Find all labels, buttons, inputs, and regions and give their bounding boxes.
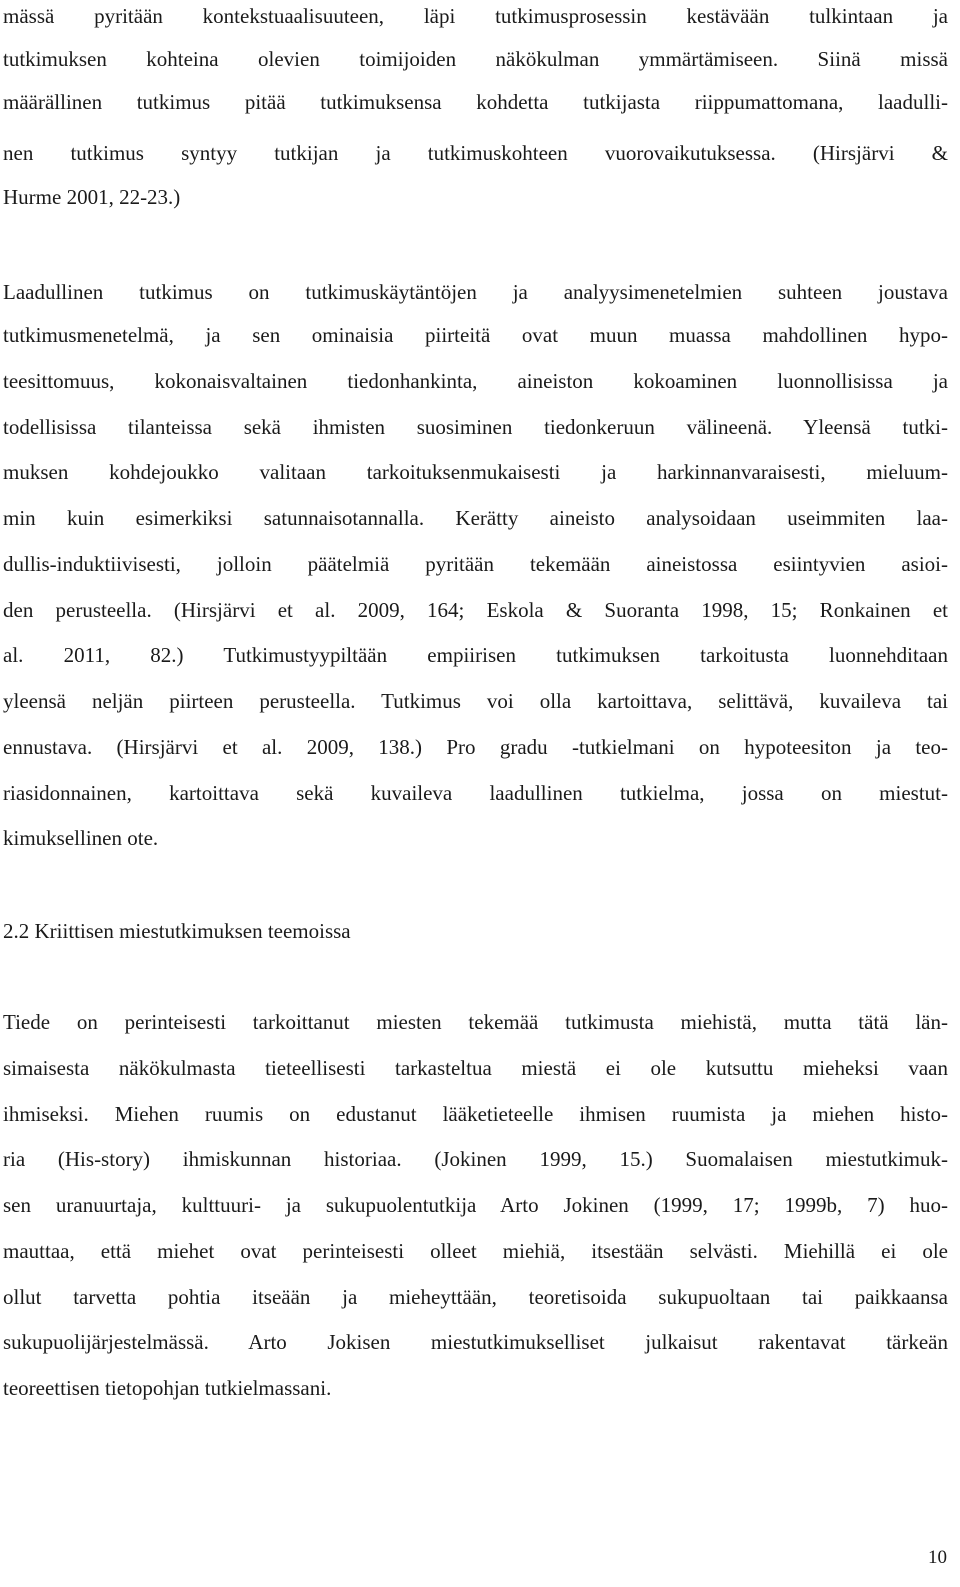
paragraph-1-line-3: määrällinen tutkimus pitää tutkimuksensa kohdetta tutkijasta riippumattomana, laadulli- (3, 90, 948, 114)
section-heading: 2.2 Kriittisen miestutkimuksen teemoissa (3, 919, 351, 943)
section-paragraph-line-9: teoreettisen tietopohjan tutkielmassani. (3, 1376, 332, 1400)
paragraph-2-line-5: muksen kohdejoukko valitaan tarkoituksenmukaisesti ja harkinnanvaraisesti, mieluum- (3, 460, 948, 484)
paragraph-1-line-4: nen tutkimus syntyy tutkijan ja tutkimuskohteen vuorovaikutuksessa. (Hirsjärvi & (3, 141, 948, 165)
paragraph-2-line-10: yleensä neljän piirteen perusteella. Tutkimus voi olla kartoittava, selittävä, kuvaileva tai (3, 689, 948, 713)
section-paragraph-line-4: ria (His-story) ihmiskunnan historiaa. (Jokinen 1999, 15.) Suomalaisen miestutkimuk- (3, 1147, 948, 1171)
paragraph-2-line-3: teesittomuus, kokonaisvaltainen tiedonhankinta, aineiston kokoaminen luonnollisissa ja (3, 369, 948, 393)
paragraph-2-line-11: ennustava. (Hirsjärvi et al. 2009, 138.) Pro gradu -tutkielmani on hypoteesiton ja teo- (3, 735, 948, 759)
paragraph-1-line-1: mässä pyritään kontekstuaalisuuteen, läpi tutkimusprosessin kestävään tulkintaan ja (3, 4, 948, 28)
paragraph-1-line-5: Hurme 2001, 22-23.) (3, 185, 181, 209)
section-paragraph-line-2: simaisesta näkökulmasta tieteellisesti tarkasteltua miestä ei ole kutsuttu mieheksi vaan (3, 1056, 948, 1080)
paragraph-2-line-2: tutkimusmenetelmä, ja sen ominaisia piirteitä ovat muun muassa mahdollinen hypo- (3, 323, 948, 347)
section-paragraph-line-1: Tiede on perinteisesti tarkoittanut miesten tekemää tutkimusta miehistä, mutta tätä län- (3, 1010, 948, 1034)
paragraph-2-line-9: al. 2011, 82.) Tutkimustyypiltään empiirisen tutkimuksen tarkoitusta luonnehditaan (3, 643, 948, 667)
section-paragraph-line-7: ollut tarvetta pohtia itseään ja mieheyttään, teoretisoida sukupuoltaan tai paikkaansa (3, 1285, 948, 1309)
page-number: 10 (928, 1547, 947, 1568)
section-paragraph-line-3: ihmiseksi. Miehen ruumis on edustanut lääketieteelle ihmisen ruumista ja miehen histo- (3, 1102, 948, 1126)
paragraph-2-line-6: min kuin esimerkiksi satunnaisotannalla. Kerätty aineisto analysoidaan useimmiten laa- (3, 506, 948, 530)
paragraph-2-line-1: Laadullinen tutkimus on tutkimuskäytäntöjen ja analyysimenetelmien suhteen joustava (3, 280, 948, 304)
paragraph-2-line-12: riasidonnainen, kartoittava sekä kuvaileva laadullinen tutkielma, jossa on miestut- (3, 781, 948, 805)
section-paragraph-line-8: sukupuolijärjestelmässä. Arto Jokisen miestutkimukselliset julkaisut rakentavat tärkeän (3, 1330, 948, 1354)
paragraph-2-line-4: todellisissa tilanteissa sekä ihmisten suosiminen tiedonkeruun välineenä. Yleensä tutki- (3, 415, 948, 439)
paragraph-2-line-8: den perusteella. (Hirsjärvi et al. 2009, 164; Eskola & Suoranta 1998, 15; Ronkainen et (3, 598, 948, 622)
paragraph-1-line-2: tutkimuksen kohteina olevien toimijoiden näkökulman ymmärtämiseen. Siinä missä (3, 47, 948, 71)
section-paragraph-line-6: mauttaa, että miehet ovat perinteisesti olleet miehiä, itsestään selvästi. Miehillä ei ole (3, 1239, 948, 1263)
section-paragraph-line-5: sen uranuurtaja, kulttuuri- ja sukupuolentutkija Arto Jokinen (1999, 17; 1999b, 7) huo- (3, 1193, 948, 1217)
paragraph-2-line-7: dullis-induktiivisesti, jolloin päätelmiä pyritään tekemään aineistossa esiintyvien asioi- (3, 552, 948, 576)
paragraph-2-line-13: kimuksellinen ote. (3, 826, 159, 850)
